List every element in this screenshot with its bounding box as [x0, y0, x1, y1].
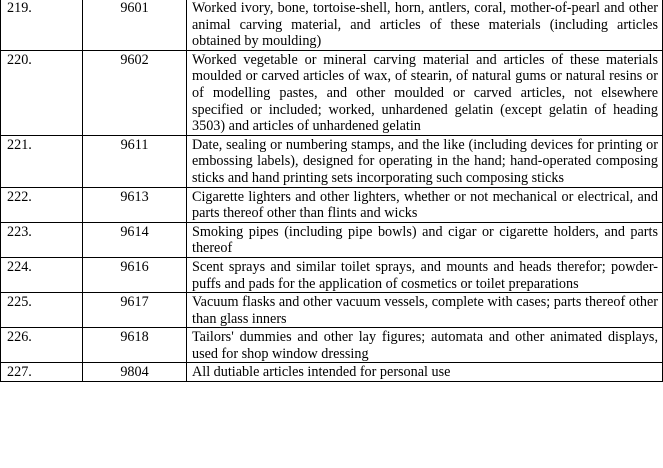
serial-number: 224.	[1, 257, 83, 292]
table-row	[1, 363, 663, 382]
heading-code: 9617	[83, 293, 187, 328]
heading-code: 9611	[83, 135, 187, 187]
table-row	[1, 293, 663, 328]
table-row	[1, 135, 663, 187]
heading-code: 9616	[83, 257, 187, 292]
table-row	[1, 187, 663, 222]
table-row	[1, 0, 663, 50]
item-description: Vacuum flasks and other vacuum vessels, complete with cases; parts thereof other than glass inners	[187, 293, 663, 328]
heading-code: 9602	[83, 50, 187, 135]
table-row	[1, 222, 663, 257]
heading-code: 9618	[83, 328, 187, 363]
serial-number: 221.	[1, 135, 83, 187]
table-row	[1, 50, 663, 135]
item-description: Tailors' dummies and other lay figures; automata and other animated displays, used for shop window dressing	[187, 328, 663, 363]
item-description: Date, sealing or numbering stamps, and the like (including devices for printing or embossing labels), designed for operating in the hand; hand-operated composing sticks and hand printing sets incorporating such composing sticks	[187, 135, 663, 187]
serial-number: 227.	[1, 363, 83, 382]
item-description: Smoking pipes (including pipe bowls) and cigar or cigarette holders, and parts thereof	[187, 222, 663, 257]
heading-code: 9601	[83, 0, 187, 50]
item-description: All dutiable articles intended for personal use	[187, 363, 663, 382]
tariff-table-body	[1, 0, 663, 382]
table-row	[1, 328, 663, 363]
serial-number: 225.	[1, 293, 83, 328]
serial-number: 219.	[1, 0, 83, 50]
heading-code: 9614	[83, 222, 187, 257]
table-row	[1, 257, 663, 292]
serial-number: 223.	[1, 222, 83, 257]
item-description: Worked vegetable or mineral carving material and articles of these materials moulded or carved articles of wax, of stearin, of natural gums or natural resins or of modelling pastes, and other moulded or carved articles, not elsewhere specified or included; worked, unhardened gelatin (except gelatin of heading 3503) and articles of unhardened gelatin	[187, 50, 663, 135]
item-description: Cigarette lighters and other lighters, whether or not mechanical or electrical, and parts thereof other than flints and wicks	[187, 187, 663, 222]
serial-number: 222.	[1, 187, 83, 222]
serial-number: 220.	[1, 50, 83, 135]
item-description: Worked ivory, bone, tortoise-shell, horn, antlers, coral, mother-of-pearl and other animal carving material, and articles of these materials (including articles obtained by moulding)	[187, 0, 663, 50]
serial-number: 226.	[1, 328, 83, 363]
heading-code: 9804	[83, 363, 187, 382]
item-description: Scent sprays and similar toilet sprays, and mounts and heads therefor; powder-puffs and pads for the application of cosmetics or toilet preparations	[187, 257, 663, 292]
heading-code: 9613	[83, 187, 187, 222]
